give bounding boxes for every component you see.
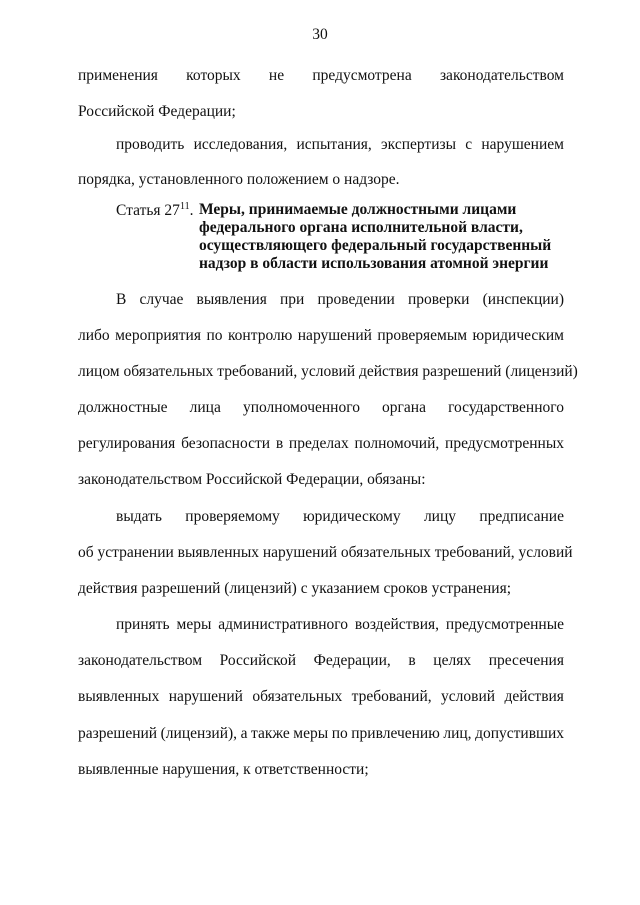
text-line-10: законодательством Российской Федерации, обязаны:	[78, 471, 426, 488]
word: нарушений	[297, 327, 372, 344]
text-line-13: действия разрешений (лицензий) с указанием сроков устранения;	[78, 580, 512, 597]
word: (лицензий),	[160, 725, 238, 742]
word: применения	[78, 67, 158, 84]
word: контролю	[227, 327, 293, 344]
word: в	[408, 652, 416, 669]
word: проверки	[407, 291, 470, 308]
word: полномочий,	[354, 435, 440, 452]
word: а	[240, 725, 248, 742]
word: предусмотрена	[312, 67, 412, 84]
word: законодательством	[78, 652, 203, 669]
word: либо	[78, 327, 110, 344]
word: нарушений	[168, 688, 243, 705]
word: должностные	[78, 399, 168, 416]
word: В	[116, 291, 127, 308]
word: государственного	[448, 399, 564, 416]
word: проводить	[116, 136, 185, 153]
article-number	[116, 201, 193, 221]
article-title-line-1: Меры, принимаемые должностными лицами	[199, 201, 517, 218]
word: пределах	[288, 435, 349, 452]
word: лиц,	[443, 725, 472, 742]
word: уполномоченного	[242, 399, 360, 416]
text-line-6	[78, 326, 564, 346]
word: Российской	[219, 652, 297, 669]
text-line-12: об устранении выявленных нарушений обязательных требований, условий	[78, 544, 573, 561]
word: по	[331, 725, 348, 742]
word: пресечения	[488, 652, 564, 669]
text-line-8	[78, 398, 564, 418]
word: юридическому	[303, 508, 401, 525]
word: Федерации,	[313, 652, 391, 669]
word: условий	[441, 688, 496, 705]
word: лица	[189, 399, 221, 416]
word: при	[280, 291, 305, 308]
word: испытания,	[296, 136, 372, 153]
article-label-suffix: .	[189, 202, 194, 219]
word: предусмотренные	[445, 616, 564, 633]
text-line-15	[78, 651, 564, 671]
text-line-11	[116, 507, 564, 527]
word: лицу	[423, 508, 457, 525]
word: (инспекции)	[482, 291, 564, 308]
page-number: 30	[312, 26, 328, 43]
word: в	[275, 435, 284, 452]
word: проверяемым	[377, 327, 468, 344]
word: проверяемому	[185, 508, 280, 525]
word: целях	[433, 652, 472, 669]
article-label-text: Статья 27	[116, 202, 180, 219]
word: допустивших	[475, 725, 564, 742]
word: по	[206, 327, 223, 344]
word: действия	[504, 688, 564, 705]
text-line-14	[116, 615, 564, 635]
word: исследования,	[193, 136, 288, 153]
word: законодательством	[439, 67, 564, 84]
article-title-line-3: осуществляющего федеральный государственный	[199, 237, 552, 254]
text-line-2: Российской Федерации;	[78, 103, 236, 120]
word: выдать	[116, 508, 162, 525]
word: разрешений	[78, 725, 158, 742]
word: экспертизы	[381, 136, 457, 153]
word: выявленных	[78, 688, 160, 705]
text-line-4: порядка, установленного положением о надзоре.	[78, 171, 400, 188]
word: не	[268, 67, 285, 84]
word: меры	[293, 725, 329, 742]
word: также	[251, 725, 290, 742]
text-line-18: выявленные нарушения, к ответственности;	[78, 761, 369, 778]
word: меры	[176, 616, 212, 633]
word: органа	[382, 399, 426, 416]
word: регулирования	[78, 435, 176, 452]
text-line-9	[78, 434, 564, 454]
word: принять	[116, 616, 170, 633]
word: предписание	[479, 508, 564, 525]
word: административного	[218, 616, 348, 633]
word: предусмотренных	[445, 435, 564, 452]
text-line-5	[116, 290, 564, 310]
word: проведении	[317, 291, 395, 308]
article-title-line-4: надзор в области использования атомной энергии	[199, 255, 549, 272]
word: мероприятия	[115, 327, 201, 344]
word: с	[465, 136, 473, 153]
word: обязательных	[252, 688, 343, 705]
word: требований,	[351, 688, 432, 705]
text-line-7: лицом обязательных требований, условий действия разрешений (лицензий)	[78, 363, 578, 380]
word: случае	[139, 291, 184, 308]
article-title	[199, 201, 579, 273]
article-title-line-2: федерального органа исполнительной власти,	[199, 219, 523, 236]
text-line-1	[78, 66, 564, 86]
text-line-16	[78, 687, 564, 707]
article-superscript: 11	[179, 201, 190, 212]
word: безопасности	[181, 435, 271, 452]
text-line-3	[116, 135, 564, 155]
word: воздействия,	[354, 616, 440, 633]
text-line-17	[78, 724, 564, 744]
word: выявления	[196, 291, 267, 308]
word: нарушением	[481, 136, 564, 153]
word: привлечению	[351, 725, 440, 742]
word: юридическим	[472, 327, 564, 344]
word: которых	[186, 67, 241, 84]
